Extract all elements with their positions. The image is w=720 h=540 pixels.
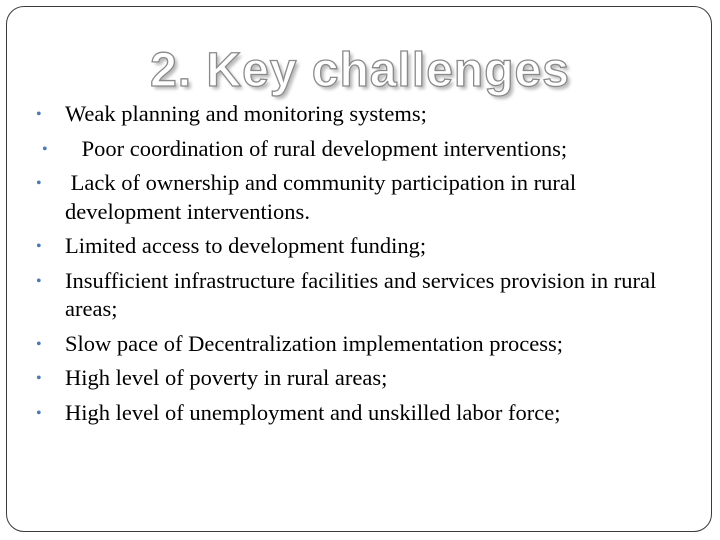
list-item (18, 100, 694, 129)
list-item (18, 267, 694, 324)
list-item (18, 364, 694, 393)
bullet-text: Limited access to development funding; (65, 233, 427, 258)
bullet-icon: • (36, 335, 42, 353)
slide-title: 2. Key challenges (150, 44, 570, 97)
bullet-icon: • (36, 238, 42, 255)
bullet-text: Slow pace of Decentralization implementation process; (65, 330, 563, 356)
list-item (18, 399, 694, 428)
bullet-icon: • (36, 175, 42, 192)
list-item (18, 330, 694, 359)
bullet-icon: • (36, 106, 42, 123)
bullet-text: Poor coordination of rural development interventions; (76, 135, 568, 161)
bullet-icon: • (36, 404, 42, 422)
bullet-icon: • (36, 272, 42, 290)
bullet-text: High level of unemployment and unskilled labor force; (65, 399, 561, 425)
bullet-icon: • (42, 140, 48, 158)
list-item (18, 169, 694, 226)
bullet-icon: • (36, 370, 42, 387)
list-item (18, 232, 694, 261)
bullet-list (18, 100, 694, 433)
bullet-text: Lack of ownership and community participation in rural development interventions. (65, 170, 582, 224)
bullet-text: High level of poverty in rural areas; (65, 365, 388, 390)
bullet-text: Weak planning and monitoring systems; (65, 101, 427, 126)
list-item (18, 135, 694, 164)
bullet-text: Insufficient infrastructure facilities and services provision in rural areas; (65, 267, 662, 321)
